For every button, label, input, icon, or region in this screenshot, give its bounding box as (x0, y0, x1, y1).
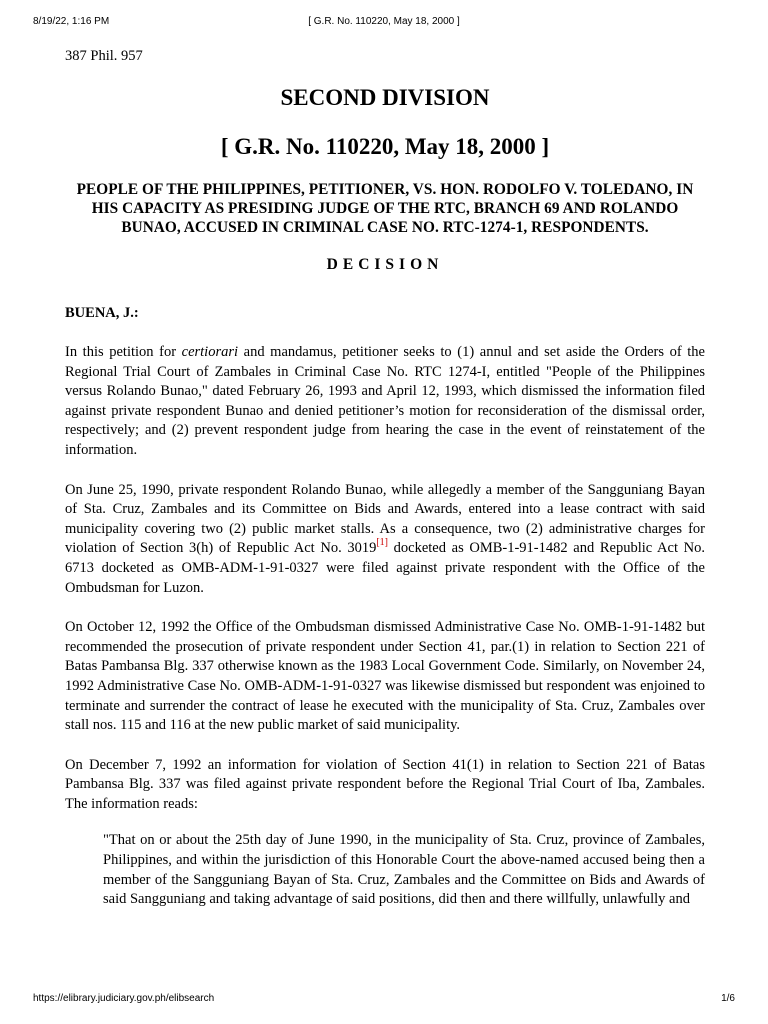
paragraph-2-intro: On June 25, 1990, private respondent Rolando Bunao, while allegedly a member of the Sangguniang Bayan of Sta. Cruz, Zambales and its Committee on Bids and Awards, entered into a lease contract with said municipality covering two (2) public market stalls. As a consequence, two (2) administrative charges for violation of Section 3(h) of Republic Act No. 3019 (65, 481, 705, 557)
citation: 387 Phil. 957 (65, 48, 143, 64)
gr-number-heading: [ G.R. No. 110220, May 18, 2000 ] (220, 134, 550, 159)
paragraph-4: On December 7, 1992 an information for violation of Section 41(1) in relation to Section 221 of Batas Pambansa Blg. 337 was filed against private respondent before the Regional Trial Court of Iba, Zambales. The information reads: (65, 756, 705, 812)
paragraph-2 (65, 481, 705, 599)
page-counter: 1/6 (721, 993, 735, 1004)
division-heading: SECOND DIVISION (280, 85, 490, 110)
print-datetime: 8/19/22, 1:16 PM (33, 16, 110, 27)
document-body (65, 46, 705, 910)
ponente: BUENA, J.: (65, 305, 139, 321)
paragraph-2-body: docketed as OMB-1-91-1482 and Republic Act No. 6713 docketed as OMB-ADM-1-91-0327 were filed against private respondent with the Office of the Ombudsman for Luzon. (65, 540, 705, 596)
print-page-title: [ G.R. No. 110220, May 18, 2000 ] (308, 16, 460, 27)
paragraph-3: On October 12, 1992 the Office of the Ombudsman dismissed Administrative Case No. OMB-1-91-1482 but recommended the prosecution of private respondent under Section 41, par.(1) in relation to Section 221 of Batas Pambansa Blg. 337 otherwise known as the 1983 Local Government Code. Similarly, on November 24, 1992 Administrative Case No. OMB-ADM-1-91-0327 was likewise dismissed but respondent was enjoined to terminate and surrender the contract of lease he executed with the municipality of Sta. Cruz, Zambales over stall nos. 115 and 116 at the new public market of said municipality. (65, 619, 705, 734)
footnote-link-1[interactable]: [1] (376, 537, 389, 549)
certiorari-term: certiorari (181, 344, 239, 360)
source-url: https://elibrary.judiciary.gov.ph/elibsearch (33, 993, 215, 1004)
paragraph-1 (65, 343, 705, 461)
case-parties: PEOPLE OF THE PHILIPPINES, PETITIONER, VS. HON. RODOLFO V. TOLEDANO, IN HIS CAPACITY AS PRESIDING JUDGE OF THE RTC, BRANCH 69 AND ROLANDO BUNAO, ACCUSED IN CRIMINAL CASE NO. RTC-1274-1, RESPONDENTS. (76, 181, 694, 236)
decision-heading: DECISION (326, 256, 444, 273)
information-quote: "That on or about the 25th day of June 1990, in the municipality of Sta. Cruz, province of Zambales, Philippines, and within the jurisdiction of this Honorable Court the above-named accused being then a member of the Sangguniang Bayan of Sta. Cruz, Zambales and the Committee on Bids and Awards of said Sangguniang and taking advantage of said positions, did then and there willfully, unlawfully and (103, 832, 705, 908)
paragraph-1-intro: In this petition for (65, 344, 182, 360)
paragraph-1-body: and mandamus, petitioner seeks to (1) annul and set aside the Orders of the Regional Trial Court of Zambales in Criminal Case No. RTC 1274-I, entitled "People of the Philippines versus Rolando Bunao," dated February 26, 1993 and April 12, 1993, which dismissed the information filed against private respondent Bunao and denied petitioner’s motion for reconsideration of the dismissal order, respectively; and (2) prevent respondent judge from hearing the case in the event of reinstatement of the information. (65, 344, 705, 458)
